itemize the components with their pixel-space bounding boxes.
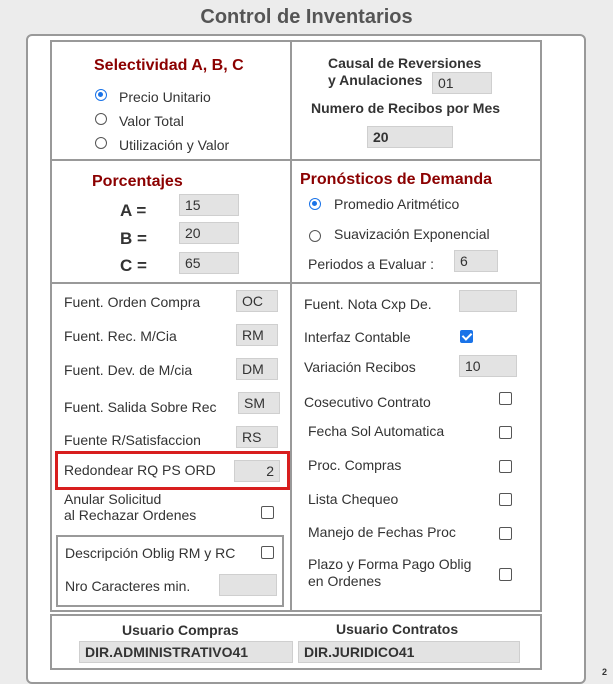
anular-label-line2: al Rechazar Ordenes [64, 507, 197, 523]
satisfaccion-label: Fuente R/Satisfaccion [64, 432, 201, 448]
salida-label: Fuent. Salida Sobre Rec [64, 399, 217, 415]
usuario-compras-input[interactable]: DIR.ADMINISTRATIVO41 [79, 641, 293, 663]
porcentaje-a-input[interactable]: 15 [179, 194, 239, 216]
descripcion-label: Descripción Oblig RM y RC [65, 545, 236, 561]
radio-utilizacion-valor[interactable] [95, 137, 107, 149]
radio-promedio-aritmetico[interactable] [309, 198, 321, 210]
variacion-input[interactable]: 10 [459, 355, 517, 377]
porcentaje-c-input[interactable]: 65 [179, 252, 239, 274]
nro-caracteres-label: Nro Caracteres min. [65, 578, 191, 594]
porcentaje-a-label: A = [120, 201, 147, 220]
radio-valor-total[interactable] [95, 113, 107, 125]
anular-checkbox[interactable] [261, 506, 274, 519]
radio-label-valor-total: Valor Total [119, 113, 184, 129]
causal-section [290, 40, 542, 161]
salida-input[interactable]: SM [238, 392, 280, 414]
page-title: Control de Inventarios [200, 6, 413, 28]
porcentaje-c-label: C = [120, 256, 147, 275]
porcentaje-b-label: B = [120, 229, 147, 248]
plazo-label-line1: Plazo y Forma Pago Oblig [308, 556, 472, 572]
radio-label-utilizacion-valor: Utilización y Valor [119, 137, 230, 153]
orden-compra-input[interactable]: OC [236, 290, 278, 312]
rec-mcia-input[interactable]: RM [236, 324, 278, 346]
manejo-fechas-label: Manejo de Fechas Proc [308, 524, 456, 540]
porcentajes-section [50, 159, 292, 284]
orden-compra-label: Fuent. Orden Compra [64, 294, 201, 310]
porcentaje-b-input[interactable]: 20 [179, 222, 239, 244]
dev-mcia-label: Fuent. Dev. de M/cia [64, 362, 193, 378]
recibos-label: Numero de Recibos por Mes [311, 100, 501, 116]
fecha-sol-label: Fecha Sol Automatica [308, 423, 445, 439]
nro-caracteres-input[interactable] [219, 574, 277, 596]
radio-suavizacion-exponencial[interactable] [309, 230, 321, 242]
descripcion-section [56, 535, 284, 607]
proc-compras-label: Proc. Compras [308, 457, 402, 473]
redondear-label: Redondear RQ PS ORD [64, 462, 216, 478]
redondear-highlight [55, 451, 290, 490]
fecha-sol-checkbox[interactable] [499, 426, 512, 439]
lista-chequeo-label: Lista Chequeo [308, 491, 399, 507]
plazo-checkbox[interactable] [499, 568, 512, 581]
manejo-fechas-checkbox[interactable] [499, 527, 512, 540]
radio-precio-unitario[interactable] [95, 89, 107, 101]
radio-label-precio-unitario: Precio Unitario [119, 89, 211, 105]
page-number: 2 [601, 667, 607, 677]
porcentajes-heading: Porcentajes [92, 173, 183, 190]
descripcion-checkbox[interactable] [261, 546, 274, 559]
nota-cxp-label: Fuent. Nota Cxp De. [304, 296, 432, 312]
consecutivo-checkbox[interactable] [499, 392, 512, 405]
causal-input[interactable]: 01 [432, 72, 492, 94]
selectividad-section [50, 40, 292, 161]
anular-label-line1: Anular Solicitud [64, 491, 162, 507]
selectividad-heading: Selectividad A, B, C [94, 57, 244, 74]
redondear-input[interactable]: 2 [234, 460, 280, 482]
radio-label-suavizacion-exponencial: Suavización Exponencial [334, 226, 490, 242]
lista-chequeo-checkbox[interactable] [499, 493, 512, 506]
consecutivo-label: Cosecutivo Contrato [304, 394, 431, 410]
usuario-contratos-label: Usuario Contratos [336, 621, 459, 637]
interfaz-label: Interfaz Contable [304, 329, 411, 345]
plazo-label-line2: en Ordenes [308, 573, 382, 589]
nota-cxp-input[interactable] [459, 290, 517, 312]
satisfaccion-input[interactable]: RS [236, 426, 278, 448]
periodos-input[interactable]: 6 [454, 250, 498, 272]
causal-label-line2: y Anulaciones [328, 72, 423, 88]
usuario-contratos-input[interactable]: DIR.JURIDICO41 [298, 641, 520, 663]
interfaz-checkbox[interactable] [460, 330, 473, 343]
dev-mcia-input[interactable]: DM [236, 358, 278, 380]
proc-compras-checkbox[interactable] [499, 460, 512, 473]
variacion-label: Variación Recibos [304, 359, 416, 375]
radio-label-promedio-aritmetico: Promedio Aritmético [334, 196, 460, 212]
options-section [290, 282, 542, 612]
causal-label-line1: Causal de Reversiones [328, 55, 482, 71]
usuarios-section [50, 614, 542, 670]
usuario-compras-label: Usuario Compras [122, 622, 239, 638]
pronosticos-heading: Pronósticos de Demanda [300, 171, 493, 188]
recibos-input[interactable]: 20 [367, 126, 453, 148]
rec-mcia-label: Fuent. Rec. M/Cia [64, 328, 177, 344]
pronosticos-section [290, 159, 542, 284]
periodos-label: Periodos a Evaluar : [308, 256, 435, 272]
